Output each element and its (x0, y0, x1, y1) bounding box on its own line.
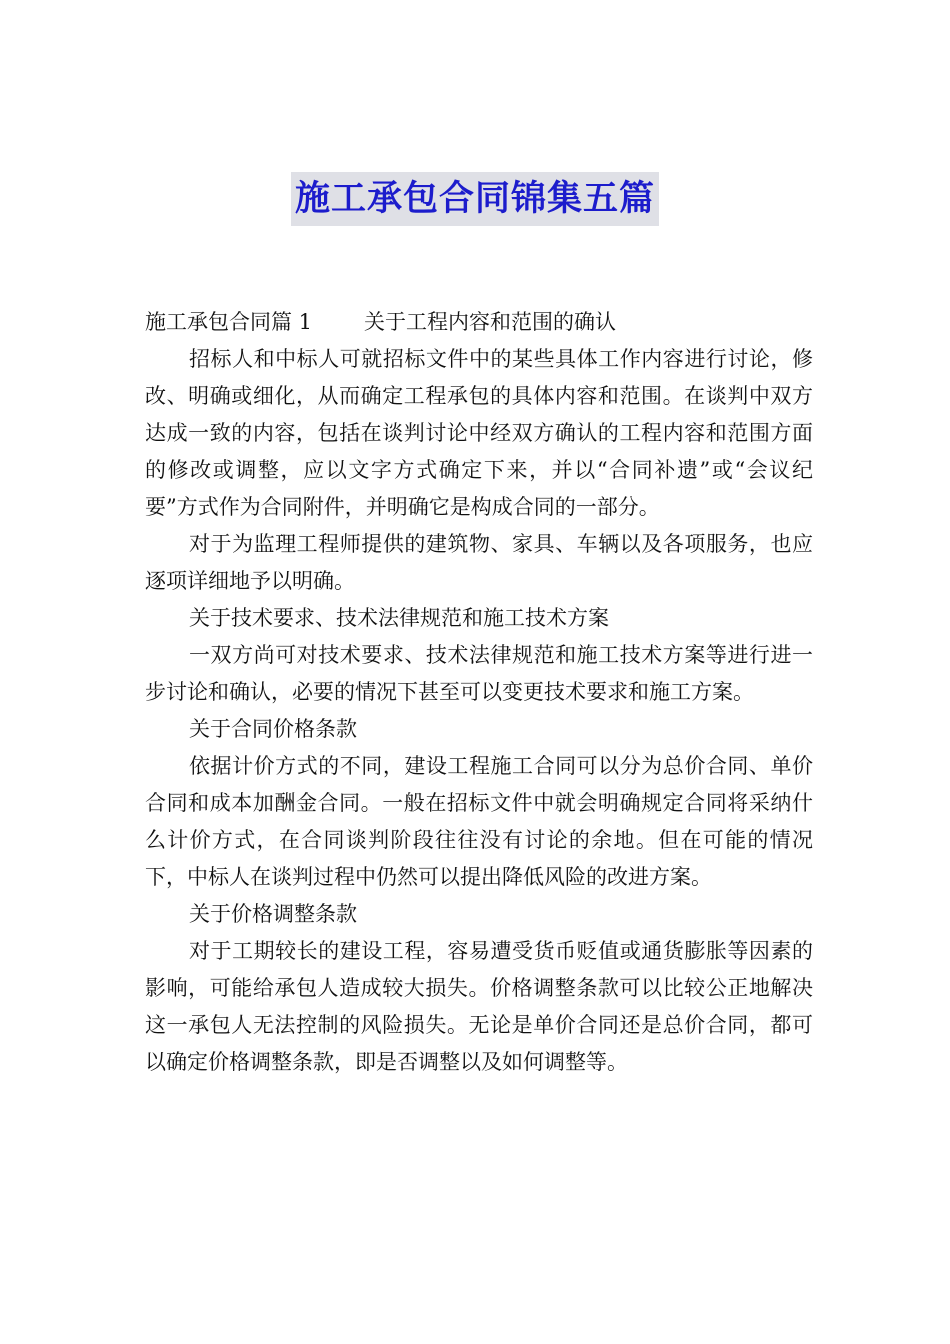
section-heading: 关于合同价格条款 (189, 717, 357, 741)
section-heading: 关于技术要求、技术法律规范和施工技术方案 (189, 606, 609, 630)
document-body (145, 304, 813, 1081)
paragraph: 招标人和中标人可就招标文件中的某些具体工作内容进行讨论，修改、明确或细化，从而确定工程承包的具体内容和范围。在谈判中双方达成一致的内容，包括在谈判讨论中经双方确认的工程内容和范围方面的修改或调整，应以文字方式确定下来，并以“合同补遗”或“会议纪要”方式作为合同附件，并明确它是构成合同的一部分。 (145, 347, 813, 519)
paragraph: 对于工期较长的建设工程，容易遭受货币贬值或通货膨胀等因素的影响，可能给承包人造成较大损失。价格调整条款可以比较公正地解决这一承包人无法控制的风险损失。无论是单价合同还是总价合同，都可以确定价格调整条款，即是否调整以及如何调整等。 (145, 939, 813, 1074)
first-line (145, 304, 813, 341)
paragraph: 对于为监理工程师提供的建筑物、家具、车辆以及各项服务，也应逐项详细地予以明确。 (145, 532, 813, 593)
paragraph: 一双方尚可对技术要求、技术法律规范和施工技术方案等进行进一步讨论和确认，必要的情况下甚至可以变更技术要求和施工方案。 (145, 643, 813, 704)
section-heading: 关于价格调整条款 (189, 902, 357, 926)
section-heading: 关于工程内容和范围的确认 (364, 310, 617, 334)
paragraph: 依据计价方式的不同，建设工程施工合同可以分为总价合同、单价合同和成本加酬金合同。一般在招标文件中就会明确规定合同将采纳什么计价方式，在合同谈判阶段往往没有讨论的余地。但在可能的情况下，中标人在谈判过程中仍然可以提出降低风险的改进方案。 (145, 754, 813, 889)
section-label: 施工承包合同篇 1 (145, 310, 313, 334)
document-title: 施工承包合同锦集五篇 (291, 172, 659, 226)
title-container (0, 172, 950, 226)
